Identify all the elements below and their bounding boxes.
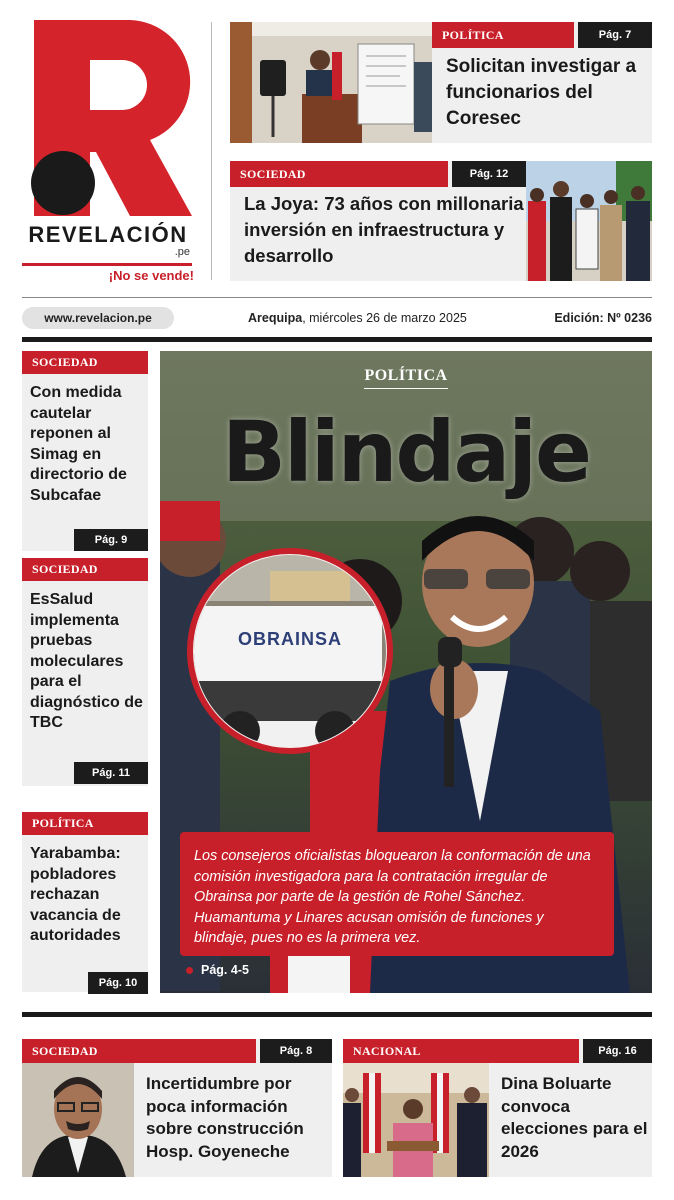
top-story-page-badge: Pág. 7: [578, 22, 652, 48]
top-story-photo: [230, 22, 432, 143]
dateline-date: , miércoles 26 de marzo 2025: [302, 311, 467, 325]
masthead-logo[interactable]: [22, 20, 194, 285]
logo-wordmark: REVELACIÓN: [28, 222, 188, 247]
logo-r-mark: [30, 20, 192, 216]
top-story-photo: [526, 161, 652, 281]
presidential-address-photo-icon: [343, 1063, 489, 1177]
logo-slogan: ¡No se vende!: [108, 268, 194, 283]
edition-number: Edición: Nº 0236: [554, 311, 652, 325]
side-story-headline: EsSalud implementa pruebas moleculares para el diagnóstico de TBC: [30, 591, 143, 731]
top-story-section-tag: SOCIEDAD: [230, 161, 448, 187]
main-story-caption: Los consejeros oficialistas bloquearon la conformación de una comisión investigadora para la contratación irregular de Obrainsa por parte de la gestión de Rohel Sánchez. Huamantuma y Linares acusan omisión de funciones y blindaje, pues no es la primera vez.: [180, 832, 614, 956]
main-story-title: Blindaje: [222, 403, 590, 501]
bottom-story-page-badge: Pág. 8: [260, 1039, 332, 1063]
side-story-simag[interactable]: [22, 351, 148, 551]
top-story-la-joya[interactable]: [230, 161, 652, 281]
top-story-section-tag: POLÍTICA: [432, 22, 574, 48]
masthead-divider: [211, 22, 212, 280]
side-story-page-badge: Pág. 11: [74, 762, 148, 784]
side-story-yarabamba[interactable]: [22, 812, 148, 992]
logo-underline: [22, 263, 192, 266]
rule-top: [22, 297, 652, 298]
top-story-headline: Solicitan investigar a funcionarios del Coresec: [446, 56, 637, 129]
press-conference-photo-icon: [230, 22, 432, 143]
side-story-essalud[interactable]: [22, 558, 148, 786]
bottom-story-headline: Incertidumbre por poca información sobre construcción Hosp. Goyeneche: [146, 1074, 304, 1161]
side-story-page-badge: Pág. 9: [74, 529, 148, 551]
main-story-page: [186, 963, 249, 977]
inset-truck-label: OBRAINSA: [237, 629, 342, 649]
side-story-section-tag: SOCIEDAD: [22, 558, 148, 581]
bottom-story-photo: [343, 1063, 489, 1177]
portrait-photo-icon: [22, 1063, 134, 1177]
side-story-headline: Con medida cautelar reponen al Simag en directorio de Subcafae: [30, 384, 127, 504]
ceremony-photo-icon: [526, 161, 652, 281]
website-link[interactable]: www.revelacion.pe: [22, 307, 174, 329]
side-story-headline: Yarabamba: pobladores rechazan vacancia de autoridades: [30, 845, 121, 944]
main-story[interactable]: [160, 351, 652, 993]
dateline: [248, 311, 467, 325]
rule-heavy-top: [22, 337, 652, 342]
logo-domain-suffix: .pe: [174, 246, 190, 258]
top-story-page-badge: Pág. 12: [452, 161, 526, 187]
bottom-story-section-tag: NACIONAL: [343, 1039, 579, 1063]
main-story-section: POLÍTICA: [160, 367, 652, 389]
bottom-story-page-badge: Pág. 16: [583, 1039, 652, 1063]
bottom-story-photo: [22, 1063, 134, 1177]
side-story-section-tag: SOCIEDAD: [22, 351, 148, 374]
bottom-story-section-tag: SOCIEDAD: [22, 1039, 256, 1063]
main-story-page-label: Pág. 4-5: [201, 963, 249, 977]
bullet-icon: [186, 967, 193, 974]
top-story-headline: La Joya: 73 años con millonaria inversión en infraestructura y desarrollo: [244, 193, 524, 266]
bottom-story-headline: Dina Boluarte convoca elecciones para el 2026: [501, 1074, 648, 1161]
bottom-story-goyeneche[interactable]: [22, 1039, 332, 1177]
dateline-city: Arequipa: [248, 311, 303, 325]
side-story-section-tag: POLÍTICA: [22, 812, 148, 835]
bottom-story-boluarte[interactable]: [343, 1039, 652, 1177]
side-story-page-badge: Pág. 10: [88, 972, 148, 994]
top-story-coresec[interactable]: [230, 22, 652, 143]
rule-heavy-bottom: [22, 1012, 652, 1017]
